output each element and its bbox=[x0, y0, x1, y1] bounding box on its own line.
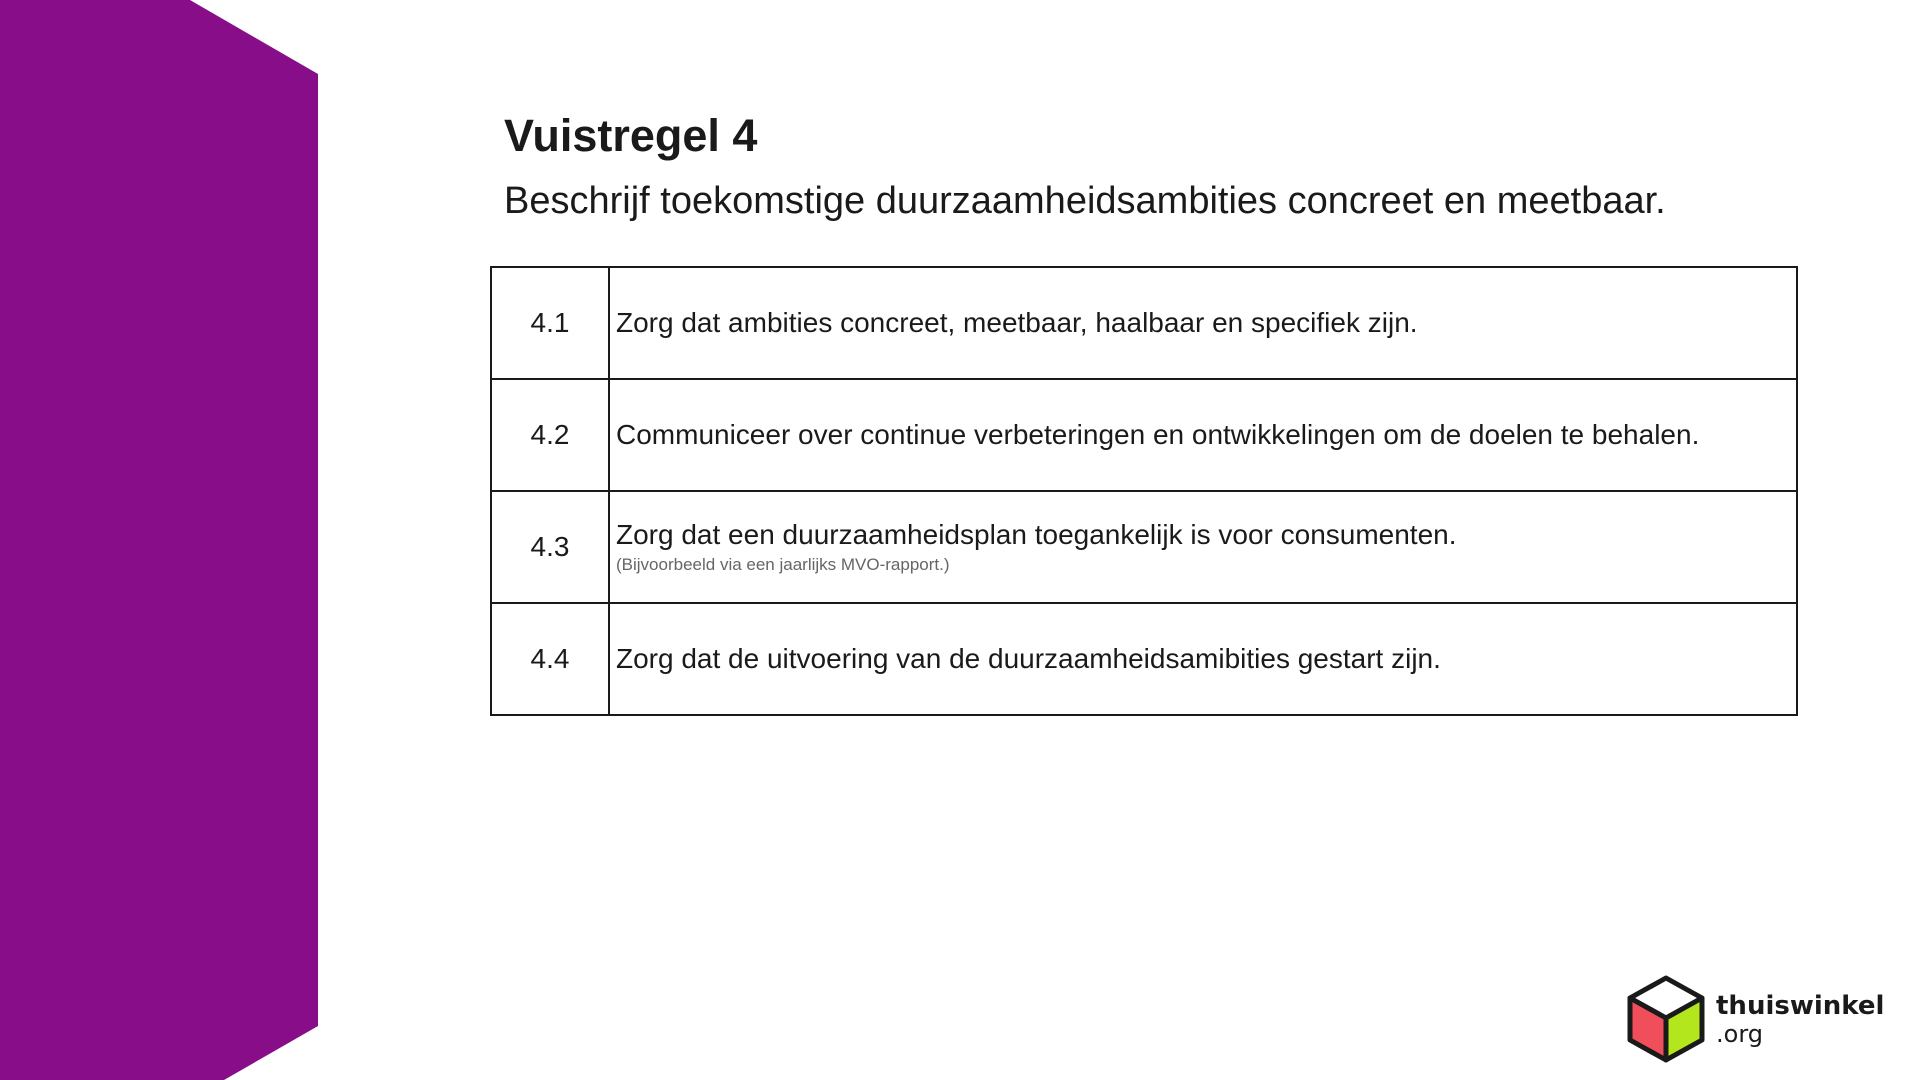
logo-name: thuiswinkel bbox=[1716, 991, 1885, 1021]
table-row bbox=[491, 491, 1797, 603]
rule-text: Zorg dat een duurzaamheidsplan toegankelijk is voor consumenten. bbox=[616, 519, 1457, 550]
rule-note: (Bijvoorbeeld via een jaarlijks MVO-rapport.) bbox=[616, 555, 950, 574]
rule-number: 4.1 bbox=[491, 267, 609, 379]
thuiswinkel-logo bbox=[1626, 974, 1884, 1064]
rule-cell bbox=[609, 491, 1797, 603]
table-row bbox=[491, 603, 1797, 715]
rule-number: 4.2 bbox=[491, 379, 609, 491]
table-row bbox=[491, 379, 1797, 491]
logo-text bbox=[1716, 991, 1884, 1047]
rule-text: Zorg dat de uitvoering van de duurzaamheidsamibities gestart zijn. bbox=[616, 643, 1441, 674]
purple-side-shape bbox=[0, 0, 320, 1080]
table-row bbox=[491, 267, 1797, 379]
rule-cell bbox=[609, 267, 1797, 379]
page-title: Vuistregel 4 bbox=[504, 110, 758, 161]
cube-icon bbox=[1626, 974, 1706, 1064]
rule-number: 4.4 bbox=[491, 603, 609, 715]
rule-cell bbox=[609, 603, 1797, 715]
logo-domain: .org bbox=[1716, 1020, 1763, 1048]
page-subtitle: Beschrijf toekomstige duurzaamheidsambities concreet en meetbaar. bbox=[504, 180, 1666, 222]
rule-text: Communiceer over continue verbeteringen en ontwikkelingen om de doelen te behalen. bbox=[616, 419, 1700, 450]
rule-cell bbox=[609, 379, 1797, 491]
purple-side-polygon bbox=[0, 0, 318, 1080]
rules-table bbox=[490, 266, 1798, 716]
rule-number: 4.3 bbox=[491, 491, 609, 603]
heading bbox=[504, 108, 1666, 226]
rule-text: Zorg dat ambities concreet, meetbaar, haalbaar en specifiek zijn. bbox=[616, 307, 1418, 338]
